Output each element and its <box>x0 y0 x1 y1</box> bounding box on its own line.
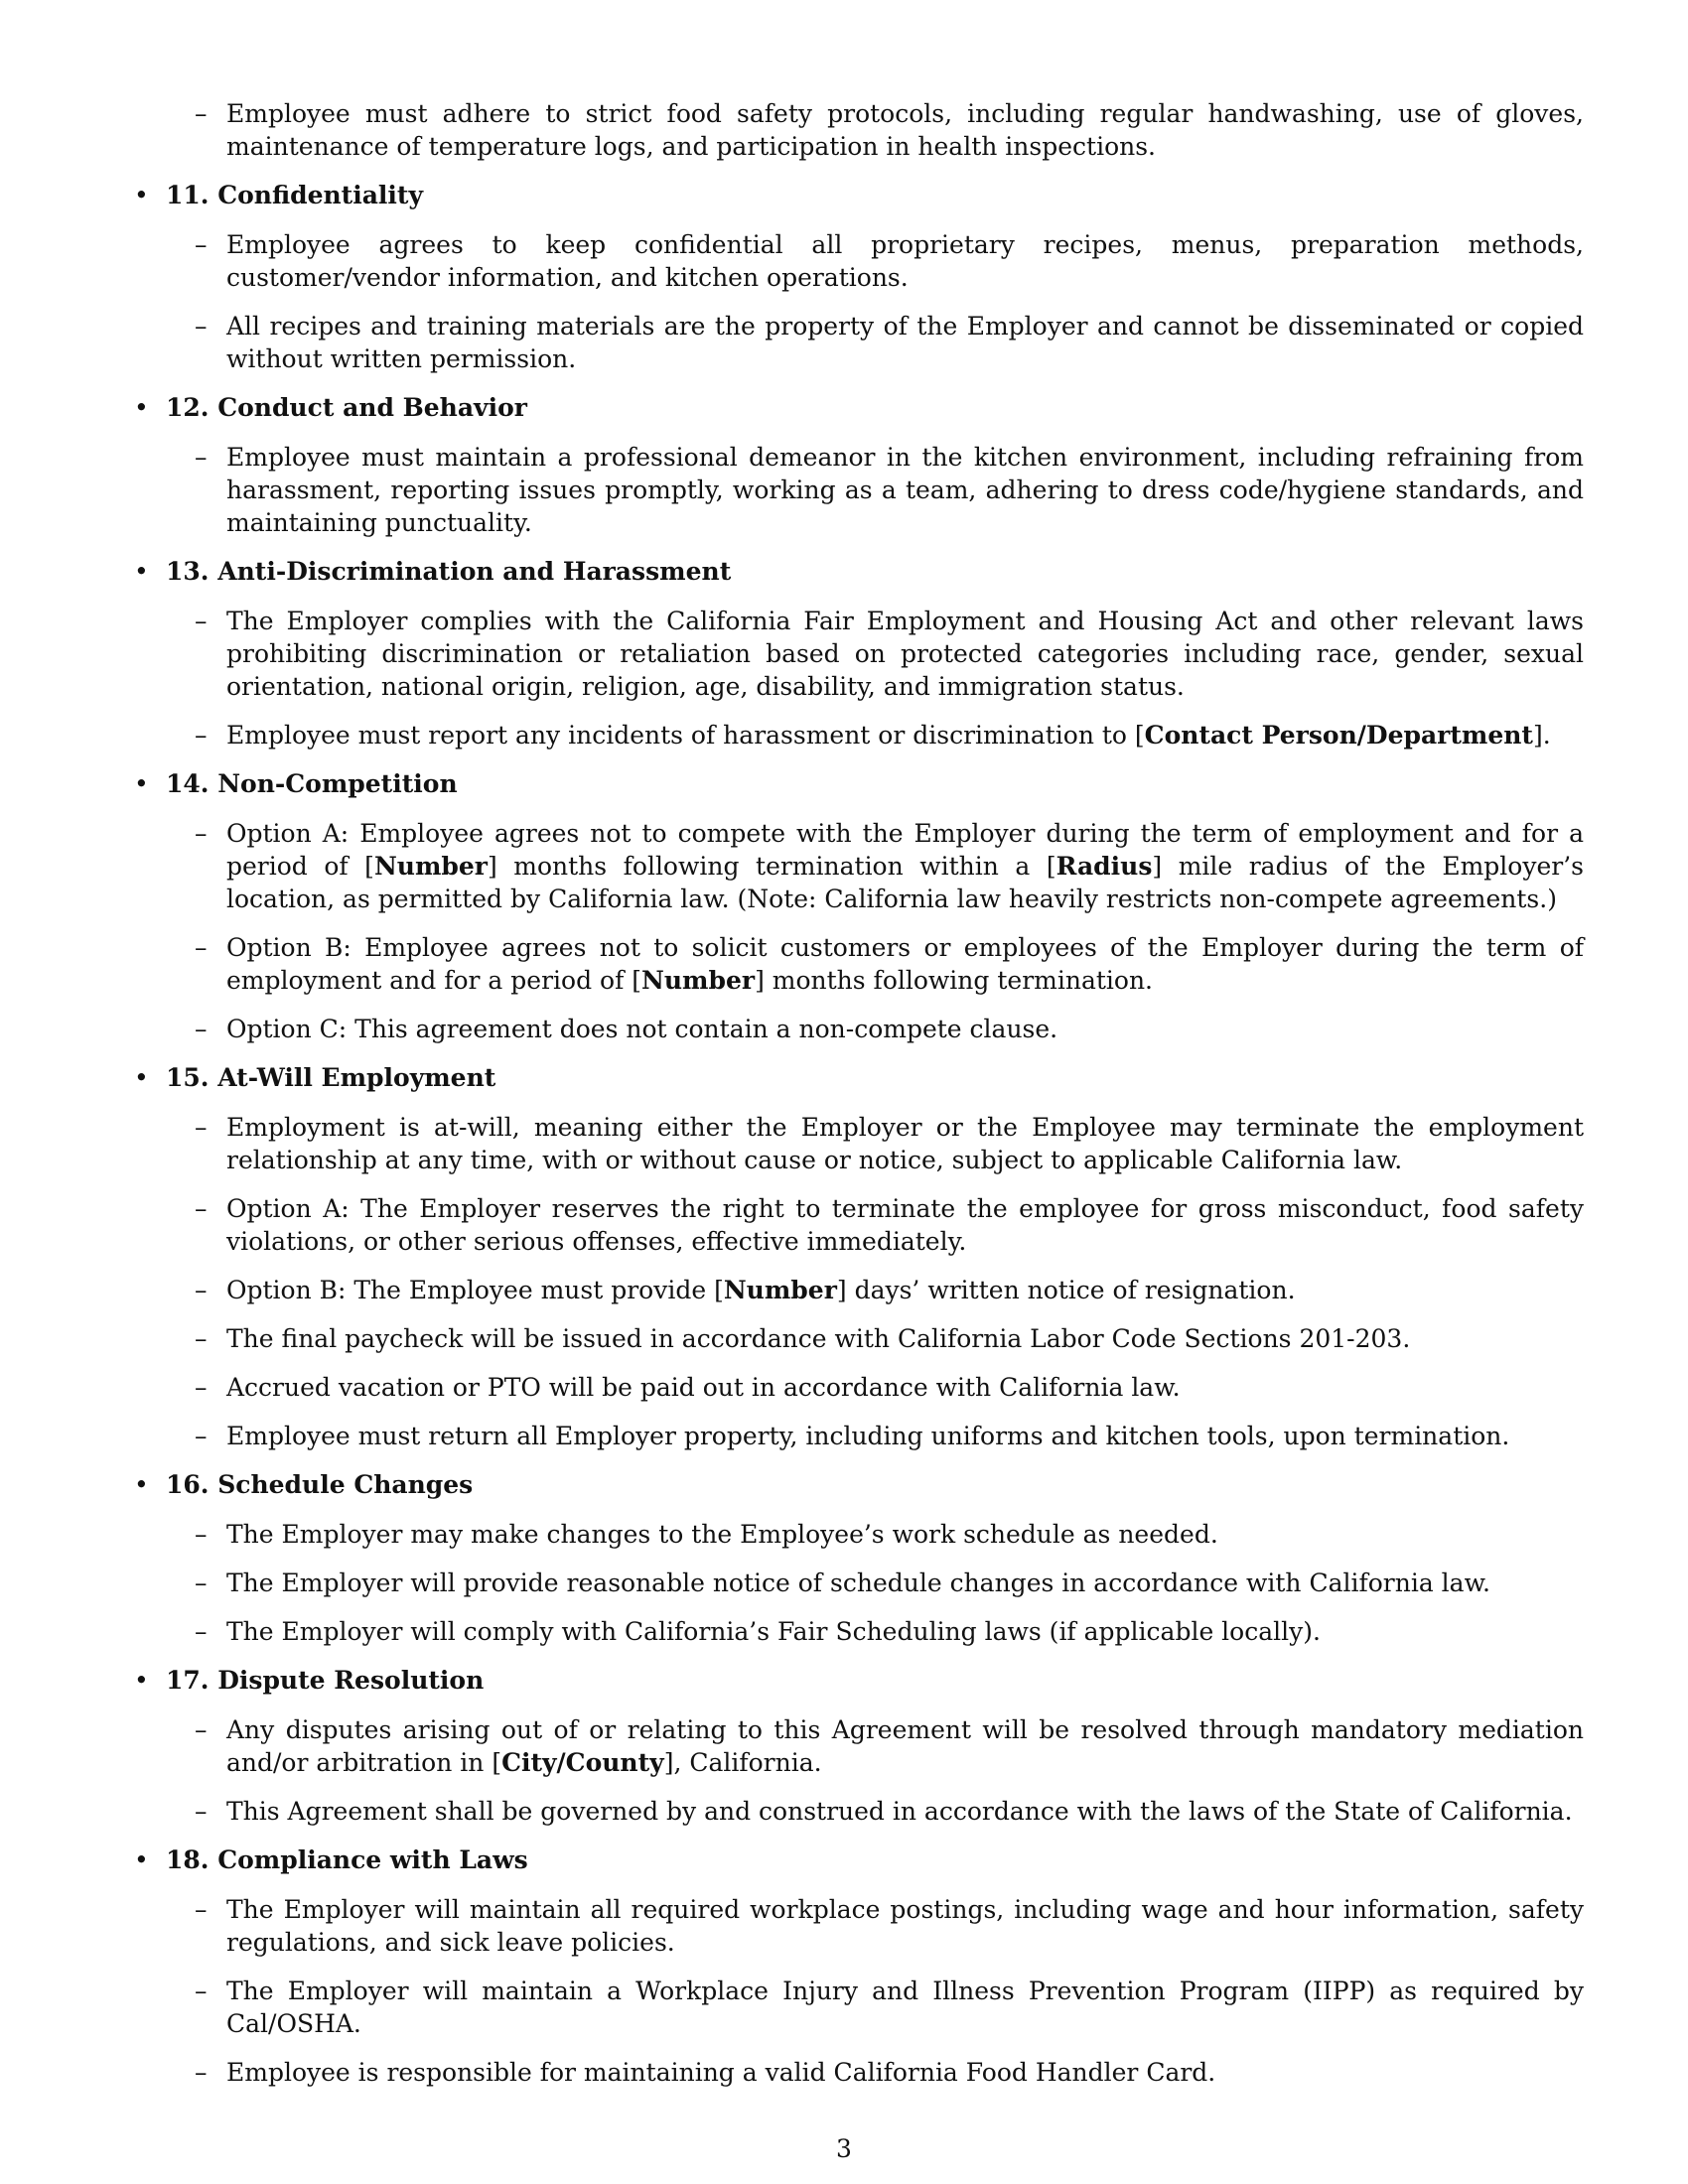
section-items <box>134 817 1584 1045</box>
text-segment: Employee must maintain a professional demeanor in the kitchen environment, including refraining from harassment, reporting issues promptly, working as a team, adhering to dress code/hygiene standards, and maintaining punctuality. <box>226 443 1584 537</box>
section-15 <box>134 1061 1584 1452</box>
dash-marker: – <box>195 99 208 128</box>
dash-marker: – <box>195 1977 208 2005</box>
dash-marker: – <box>195 1617 208 1646</box>
section-title: 11. Confidentiality <box>166 181 423 209</box>
section-title: 15. At-Will Employment <box>166 1063 496 1092</box>
item-text <box>226 1371 1584 1404</box>
section-items <box>134 1893 1584 2089</box>
placeholder-field: City/County <box>501 1748 664 1777</box>
section-title: 18. Compliance with Laws <box>166 1845 528 1874</box>
section-title: 12. Conduct and Behavior <box>166 393 527 422</box>
text-segment: ] months following termination. <box>755 966 1153 995</box>
item-text <box>226 1111 1584 1176</box>
text-segment: The Employer complies with the California Fair Employment and Housing Act and other relevant laws prohibiting discrimination or retaliation based on protected categories including race, gender, sexual orientation, national origin, religion, age, disability, and immigration status. <box>226 607 1584 701</box>
section-items <box>134 1518 1584 1648</box>
dash-marker: – <box>195 1520 208 1549</box>
text-segment: Accrued vacation or PTO will be paid out in accordance with California law. <box>226 1373 1181 1402</box>
item-text <box>226 2056 1584 2089</box>
text-segment: Employee must report any incidents of harassment or discrimination to [ <box>226 721 1145 750</box>
page-number: 3 <box>836 2134 852 2163</box>
list-item <box>195 1111 1584 1176</box>
placeholder-field: Contact Person/Department <box>1144 721 1533 750</box>
dash-marker: – <box>195 933 208 962</box>
section-11 <box>134 179 1584 375</box>
list-item <box>195 719 1584 751</box>
dash-marker: – <box>195 312 208 341</box>
text-segment: The Employer will comply with California’s Fair Scheduling laws (if applicable locally). <box>226 1617 1321 1646</box>
item-text <box>226 1420 1584 1452</box>
placeholder-field: Number <box>373 852 488 881</box>
text-segment: This Agreement shall be governed by and construed in accordance with the laws of the State of California. <box>226 1797 1573 1826</box>
dash-marker: – <box>195 819 208 848</box>
item-text <box>226 817 1584 915</box>
dash-marker: – <box>195 607 208 635</box>
bullet-marker: • <box>134 557 149 586</box>
bullet-marker: • <box>134 393 149 422</box>
item-text <box>226 719 1584 751</box>
dash-marker: – <box>195 721 208 750</box>
dash-marker: – <box>195 1015 208 1043</box>
dash-marker: – <box>195 1324 208 1353</box>
text-segment: Employee agrees to keep confidential all proprietary recipes, menus, preparation methods, customer/vendor information, and kitchen operations. <box>226 230 1584 292</box>
text-segment: ] months following termination within a [ <box>487 852 1056 881</box>
list-item <box>195 1322 1584 1355</box>
item-text <box>226 931 1584 997</box>
dash-marker: – <box>195 1113 208 1142</box>
section-16 <box>134 1468 1584 1648</box>
text-segment: The Employer will maintain all required workplace postings, including wage and hour information, safety regulations, and sick leave policies. <box>226 1895 1584 1957</box>
list-item <box>195 2056 1584 2089</box>
dash-marker: – <box>195 1194 208 1223</box>
text-segment: Employment is at-will, meaning either the Employer or the Employee may terminate the employment relationship at any time, with or without cause or notice, subject to applicable California law. <box>226 1113 1584 1174</box>
text-segment: Option C: This agreement does not contain a non-compete clause. <box>226 1015 1058 1043</box>
section-14 <box>134 767 1584 1045</box>
text-segment: The Employer will provide reasonable notice of schedule changes in accordance with California law. <box>226 1569 1490 1597</box>
section-heading <box>134 1061 1584 1094</box>
item-text <box>226 605 1584 703</box>
section-12 <box>134 391 1584 539</box>
section-17 <box>134 1664 1584 1828</box>
placeholder-field: Number <box>723 1276 837 1304</box>
item-text <box>226 1192 1584 1258</box>
section-title: 16. Schedule Changes <box>166 1470 474 1499</box>
section-18 <box>134 1843 1584 2089</box>
list-item <box>195 1567 1584 1599</box>
section-title: 14. Non-Competition <box>166 769 458 798</box>
list-item <box>195 1518 1584 1551</box>
text-segment: Employee is responsible for maintaining a valid California Food Handler Card. <box>226 2058 1216 2087</box>
dash-marker: – <box>195 1569 208 1597</box>
text-segment: Option B: Employee agrees not to solicit customers or employees of the Employer during the term of employment and for a period of [ <box>226 933 1584 995</box>
item-text <box>226 1518 1584 1551</box>
list-item <box>195 1795 1584 1828</box>
dash-marker: – <box>195 1276 208 1304</box>
dash-marker: – <box>195 1715 208 1744</box>
section-heading <box>134 179 1584 211</box>
item-text <box>226 1975 1584 2040</box>
list-item <box>195 1615 1584 1648</box>
text-segment: Any disputes arising out of or relating to this Agreement will be resolved through mandatory mediation and/or arbitration in [ <box>226 1715 1584 1777</box>
list-item <box>195 1013 1584 1045</box>
item-text <box>226 228 1584 294</box>
section-items <box>134 1713 1584 1828</box>
list-item <box>195 931 1584 997</box>
text-segment: ] days’ written notice of resignation. <box>836 1276 1296 1304</box>
item-text <box>226 310 1584 375</box>
dash-marker: – <box>195 1373 208 1402</box>
dash-marker: – <box>195 1895 208 1924</box>
text-segment: ], California. <box>663 1748 822 1777</box>
item-text <box>226 1893 1584 1959</box>
item-text <box>226 1322 1584 1355</box>
placeholder-field: Number <box>641 966 756 995</box>
list-item <box>195 310 1584 375</box>
item-text <box>226 1615 1584 1648</box>
bullet-marker: • <box>134 181 149 209</box>
section-heading <box>134 1664 1584 1697</box>
text-segment: Employee must return all Employer property, including uniforms and kitchen tools, upon termination. <box>226 1422 1510 1450</box>
list-item <box>195 1274 1584 1306</box>
section-items <box>134 605 1584 751</box>
bullet-marker: • <box>134 1666 149 1695</box>
section-heading <box>134 1843 1584 1876</box>
list-item <box>195 441 1584 539</box>
item-text: Employee must adhere to strict food safety protocols, including regular handwashing, use of gloves, maintenance of temperature logs, and participation in health inspections. <box>226 99 1584 161</box>
section-title: 13. Anti-Discrimination and Harassment <box>166 557 732 586</box>
dash-marker: – <box>195 1422 208 1450</box>
section-items <box>134 1111 1584 1452</box>
item-text <box>226 1274 1584 1306</box>
list-item <box>195 605 1584 703</box>
item-text <box>226 1713 1584 1779</box>
list-item <box>195 817 1584 915</box>
bullet-marker: • <box>134 769 149 798</box>
text-segment: Option B: The Employee must provide [ <box>226 1276 724 1304</box>
section-heading <box>134 1468 1584 1501</box>
section-title: 17. Dispute Resolution <box>166 1666 485 1695</box>
list-item <box>195 1192 1584 1258</box>
text-segment: Option A: Employee agrees not to compete with the Employer during the term of employment and for a period of [ <box>226 819 1584 881</box>
text-segment: ] mile radius of the Employer’s location, as permitted by California law. (Note: California law heavily restricts non-compete agreements.) <box>226 852 1585 913</box>
bullet-marker: • <box>134 1470 149 1499</box>
bullet-marker: • <box>134 1845 149 1874</box>
section-heading <box>134 767 1584 800</box>
dash-marker: – <box>195 1797 208 1826</box>
section-heading <box>134 555 1584 588</box>
item-text <box>226 1013 1584 1045</box>
list-item <box>195 1975 1584 2040</box>
text-segment: Option A: The Employer reserves the right to terminate the employee for gross misconduct, food safety violations, or other serious offenses, effective immediately. <box>226 1194 1584 1256</box>
section-heading <box>134 391 1584 424</box>
dash-marker: – <box>195 2058 208 2087</box>
text-segment: The Employer will maintain a Workplace Injury and Illness Prevention Program (IIPP) as required by Cal/OSHA. <box>226 1977 1584 2038</box>
item-text <box>226 1567 1584 1599</box>
list-item <box>195 1371 1584 1404</box>
list-item <box>195 1893 1584 1959</box>
section-13 <box>134 555 1584 751</box>
sections-list <box>134 179 1584 2089</box>
list-item-intro <box>195 97 1584 163</box>
dash-marker: – <box>195 443 208 472</box>
text-segment: The Employer may make changes to the Employee’s work schedule as needed. <box>226 1520 1218 1549</box>
list-item <box>195 1713 1584 1779</box>
text-segment: The final paycheck will be issued in accordance with California Labor Code Sections 201-203. <box>226 1324 1411 1353</box>
item-text <box>226 1795 1584 1828</box>
section-items <box>134 228 1584 375</box>
list-item <box>195 228 1584 294</box>
text-segment: ]. <box>1532 721 1551 750</box>
item-text <box>226 441 1584 539</box>
document-content <box>134 97 1584 2105</box>
dash-marker: – <box>195 230 208 259</box>
text-segment: All recipes and training materials are the property of the Employer and cannot be disseminated or copied without written permission. <box>226 312 1584 373</box>
section-items <box>134 441 1584 539</box>
list-item <box>195 1420 1584 1452</box>
placeholder-field: Radius <box>1055 852 1153 881</box>
bullet-marker: • <box>134 1063 149 1092</box>
